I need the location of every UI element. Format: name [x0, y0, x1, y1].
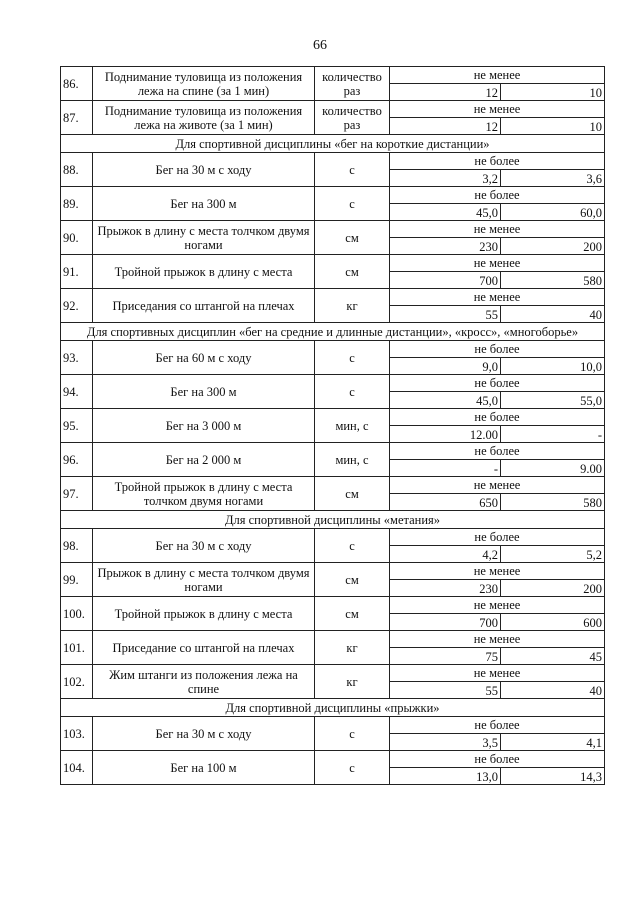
- value-first: 3,2: [390, 170, 501, 187]
- section-header-row: [61, 323, 605, 341]
- norms-table-body: [61, 67, 605, 785]
- unit-cell: кг: [315, 631, 390, 665]
- value-first: 9,0: [390, 358, 501, 375]
- table-row: [61, 153, 605, 170]
- table-row: [61, 563, 605, 580]
- value-first: 700: [390, 614, 501, 631]
- exercise-name: Жим штанги из положения лежа на спине: [93, 665, 315, 699]
- value-second: 40: [501, 682, 605, 699]
- value-first: 13,0: [390, 768, 501, 785]
- unit-cell: с: [315, 529, 390, 563]
- condition-cell: не менее: [390, 221, 605, 238]
- table-row: [61, 341, 605, 358]
- value-first: 3,5: [390, 734, 501, 751]
- table-row: [61, 751, 605, 768]
- unit-cell: с: [315, 153, 390, 187]
- condition-cell: не более: [390, 153, 605, 170]
- value-first: 230: [390, 580, 501, 597]
- section-header-row: [61, 511, 605, 529]
- condition-cell: не менее: [390, 477, 605, 494]
- value-second: -: [501, 426, 605, 443]
- row-number: 91.: [61, 255, 93, 289]
- row-number: 88.: [61, 153, 93, 187]
- table-row: [61, 631, 605, 648]
- exercise-name: Приседания со штангой на плечах: [93, 289, 315, 323]
- row-number: 87.: [61, 101, 93, 135]
- row-number: 100.: [61, 597, 93, 631]
- condition-cell: не менее: [390, 67, 605, 84]
- value-second: 10: [501, 84, 605, 101]
- row-number: 104.: [61, 751, 93, 785]
- unit-cell: см: [315, 597, 390, 631]
- value-first: 55: [390, 306, 501, 323]
- condition-cell: не менее: [390, 563, 605, 580]
- table-row: [61, 529, 605, 546]
- value-second: 10,0: [501, 358, 605, 375]
- unit-cell: с: [315, 717, 390, 751]
- exercise-name: Приседание со штангой на плечах: [93, 631, 315, 665]
- condition-cell: не менее: [390, 597, 605, 614]
- value-first: -: [390, 460, 501, 477]
- table-row: [61, 409, 605, 426]
- row-number: 103.: [61, 717, 93, 751]
- unit-cell: см: [315, 221, 390, 255]
- table-row: [61, 255, 605, 272]
- value-first: 700: [390, 272, 501, 289]
- row-number: 97.: [61, 477, 93, 511]
- exercise-name: Тройной прыжок в длину с места толчком двумя ногами: [93, 477, 315, 511]
- exercise-name: Бег на 30 м с ходу: [93, 153, 315, 187]
- table-row: [61, 375, 605, 392]
- value-second: 200: [501, 238, 605, 255]
- unit-cell: с: [315, 375, 390, 409]
- value-second: 4,1: [501, 734, 605, 751]
- value-first: 45,0: [390, 392, 501, 409]
- row-number: 101.: [61, 631, 93, 665]
- condition-cell: не менее: [390, 631, 605, 648]
- section-header-row: [61, 135, 605, 153]
- condition-cell: не более: [390, 341, 605, 358]
- row-number: 102.: [61, 665, 93, 699]
- exercise-name: Тройной прыжок в длину с места: [93, 255, 315, 289]
- condition-cell: не более: [390, 375, 605, 392]
- unit-cell: кг: [315, 289, 390, 323]
- value-second: 5,2: [501, 546, 605, 563]
- condition-cell: не менее: [390, 665, 605, 682]
- condition-cell: не более: [390, 409, 605, 426]
- exercise-name: Бег на 2 000 м: [93, 443, 315, 477]
- table-row: [61, 443, 605, 460]
- row-number: 99.: [61, 563, 93, 597]
- table-row: [61, 187, 605, 204]
- row-number: 93.: [61, 341, 93, 375]
- exercise-name: Поднимание туловища из положения лежа на животе (за 1 мин): [93, 101, 315, 135]
- value-first: 12: [390, 84, 501, 101]
- value-second: 9.00: [501, 460, 605, 477]
- value-second: 60,0: [501, 204, 605, 221]
- table-row: [61, 597, 605, 614]
- table-row: [61, 665, 605, 682]
- exercise-name: Бег на 300 м: [93, 187, 315, 221]
- exercise-name: Бег на 30 м с ходу: [93, 529, 315, 563]
- unit-cell: кг: [315, 665, 390, 699]
- exercise-name: Прыжок в длину с места толчком двумя ногами: [93, 563, 315, 597]
- value-first: 4,2: [390, 546, 501, 563]
- unit-cell: с: [315, 341, 390, 375]
- value-second: 580: [501, 272, 605, 289]
- table-row: [61, 289, 605, 306]
- norms-table: [60, 66, 605, 785]
- value-second: 45: [501, 648, 605, 665]
- unit-cell: см: [315, 563, 390, 597]
- row-number: 96.: [61, 443, 93, 477]
- unit-cell: с: [315, 187, 390, 221]
- value-first: 55: [390, 682, 501, 699]
- unit-cell: количество раз: [315, 101, 390, 135]
- condition-cell: не менее: [390, 101, 605, 118]
- exercise-name: Бег на 300 м: [93, 375, 315, 409]
- unit-cell: мин, с: [315, 443, 390, 477]
- value-second: 200: [501, 580, 605, 597]
- unit-cell: см: [315, 255, 390, 289]
- unit-cell: мин, с: [315, 409, 390, 443]
- row-number: 95.: [61, 409, 93, 443]
- exercise-name: Бег на 30 м с ходу: [93, 717, 315, 751]
- table-row: [61, 717, 605, 734]
- exercise-name: Бег на 100 м: [93, 751, 315, 785]
- value-first: 45,0: [390, 204, 501, 221]
- value-second: 10: [501, 118, 605, 135]
- unit-cell: количество раз: [315, 67, 390, 101]
- unit-cell: с: [315, 751, 390, 785]
- section-title: Для спортивной дисциплины «метания»: [61, 511, 605, 529]
- condition-cell: не менее: [390, 289, 605, 306]
- condition-cell: не более: [390, 443, 605, 460]
- exercise-name: Бег на 3 000 м: [93, 409, 315, 443]
- section-header-row: [61, 699, 605, 717]
- value-second: 14,3: [501, 768, 605, 785]
- condition-cell: не более: [390, 529, 605, 546]
- value-first: 12: [390, 118, 501, 135]
- page-number: 66: [313, 38, 327, 53]
- condition-cell: не менее: [390, 255, 605, 272]
- row-number: 92.: [61, 289, 93, 323]
- value-second: 55,0: [501, 392, 605, 409]
- exercise-name: Поднимание туловища из положения лежа на спине (за 1 мин): [93, 67, 315, 101]
- row-number: 89.: [61, 187, 93, 221]
- value-second: 40: [501, 306, 605, 323]
- value-second: 580: [501, 494, 605, 511]
- section-title: Для спортивных дисциплин «бег на средние и длинные дистанции», «кросс», «многоборье»: [61, 323, 605, 341]
- table-row: [61, 477, 605, 494]
- table-row: [61, 67, 605, 84]
- row-number: 90.: [61, 221, 93, 255]
- exercise-name: Бег на 60 м с ходу: [93, 341, 315, 375]
- condition-cell: не более: [390, 187, 605, 204]
- value-first: 75: [390, 648, 501, 665]
- table-row: [61, 101, 605, 118]
- row-number: 86.: [61, 67, 93, 101]
- row-number: 98.: [61, 529, 93, 563]
- exercise-name: Тройной прыжок в длину с места: [93, 597, 315, 631]
- value-first: 230: [390, 238, 501, 255]
- condition-cell: не более: [390, 717, 605, 734]
- exercise-name: Прыжок в длину с места толчком двумя ногами: [93, 221, 315, 255]
- condition-cell: не более: [390, 751, 605, 768]
- value-second: 3,6: [501, 170, 605, 187]
- value-first: 650: [390, 494, 501, 511]
- section-title: Для спортивной дисциплины «бег на короткие дистанции»: [61, 135, 605, 153]
- table-row: [61, 221, 605, 238]
- section-title: Для спортивной дисциплины «прыжки»: [61, 699, 605, 717]
- value-second: 600: [501, 614, 605, 631]
- row-number: 94.: [61, 375, 93, 409]
- value-first: 12.00: [390, 426, 501, 443]
- unit-cell: см: [315, 477, 390, 511]
